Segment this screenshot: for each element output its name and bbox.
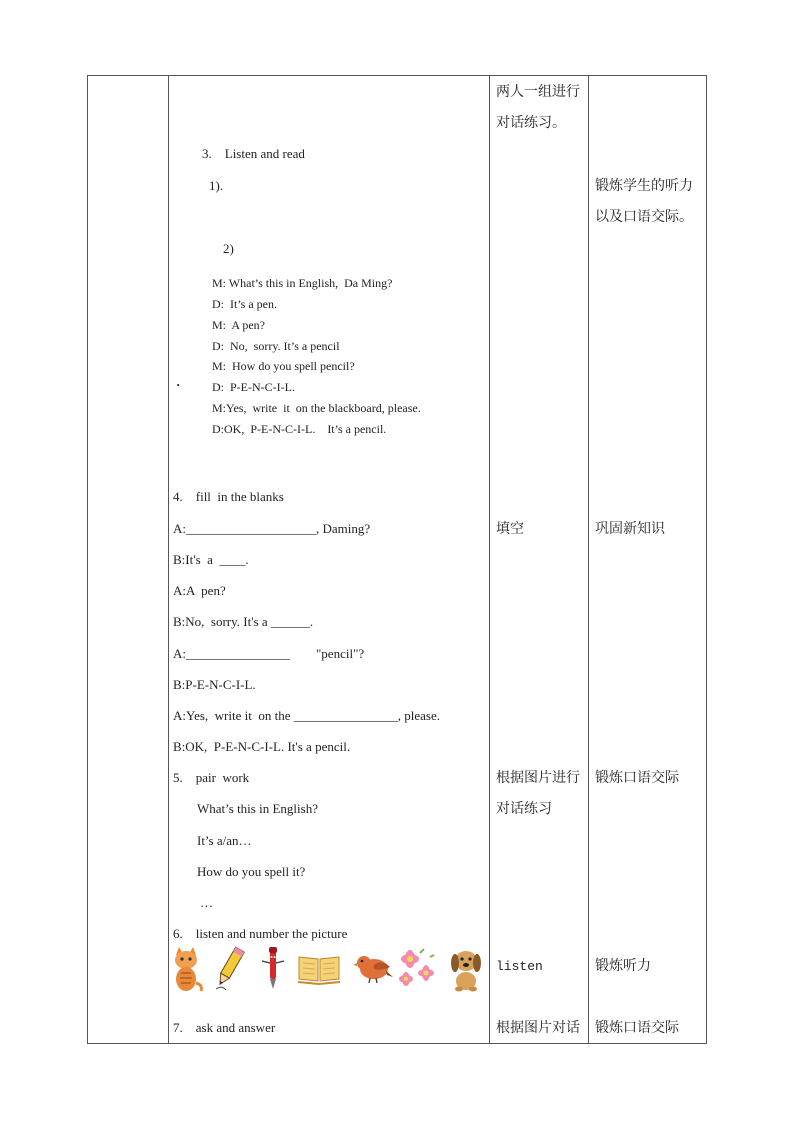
bird-icon	[352, 945, 394, 993]
ask-answer-heading: 7. ask and answer	[173, 1020, 276, 1035]
pen-icon	[258, 945, 288, 993]
activity-picture-dialogue-1: 根据图片进行	[496, 770, 580, 786]
dog-icon	[446, 945, 486, 993]
dialogue-line: D: P-E-N-C-I-L.	[212, 380, 295, 394]
pair-work-line: What’s this in English?	[197, 801, 318, 816]
listen-read-heading: 3. Listen and read	[202, 146, 305, 161]
column-divider	[168, 76, 169, 1043]
fill-blank-line: B:It's a ____.	[173, 552, 249, 567]
fill-blank-line: A:A pen?	[173, 583, 226, 598]
activity-picture-talk: 根据图片对话	[496, 1020, 580, 1036]
column-divider	[489, 76, 490, 1043]
purpose-listening-speaking-2: 以及口语交际。	[595, 209, 693, 225]
dialogue-line: D: It’s a pen.	[212, 297, 277, 311]
flower-icon	[394, 945, 438, 993]
purpose-listening-speaking-1: 锻炼学生的听力	[595, 178, 693, 194]
fill-blanks-heading: 4. fill in the blanks	[173, 489, 284, 504]
listen-number-heading: 6. listen and number the picture	[173, 926, 348, 941]
dialogue-line: D:OK, P-E-N-C-I-L. It’s a pencil.	[212, 422, 387, 436]
purpose-listening: 锻炼听力	[595, 958, 651, 974]
picture-strip	[166, 945, 486, 995]
activity-picture-dialogue-2: 对话练习	[496, 801, 552, 817]
activity-listen: listen	[496, 959, 543, 974]
pair-work-line: It’s a/an…	[197, 833, 252, 848]
purpose-oral-2: 锻炼口语交际	[595, 1020, 679, 1036]
bullet-dot: ·	[176, 377, 181, 392]
pair-work-heading: 5. pair work	[173, 770, 250, 785]
fill-blank-line: B:OK, P-E-N-C-I-L. It's a pencil.	[173, 739, 351, 754]
pencil-icon	[212, 945, 248, 993]
fill-blank-line: B:No, sorry. It's a ______.	[173, 614, 314, 629]
activity-fill: 填空	[496, 521, 524, 537]
book-icon	[296, 945, 342, 993]
cat-icon	[168, 945, 204, 993]
column-divider	[588, 76, 589, 1043]
activity-pair-dialogue-2: 对话练习。	[496, 115, 566, 131]
fill-blank-line: B:P-E-N-C-I-L.	[173, 677, 256, 692]
dialogue-line: M: A pen?	[212, 318, 265, 332]
activity-pair-dialogue-1: 两人一组进行	[496, 84, 580, 100]
pair-work-line: How do you spell it?	[197, 864, 306, 879]
dialogue-line: M:Yes, write it on the blackboard, please.	[212, 401, 421, 415]
fill-blank-line: A:____________________, Daming?	[173, 521, 371, 536]
listen-read-part1: 1).	[209, 178, 224, 193]
fill-blank-line: A:________________ "pencil"?	[173, 646, 365, 661]
dialogue-line: D: No, sorry. It’s a pencil	[212, 339, 340, 353]
purpose-consolidate: 巩固新知识	[595, 521, 665, 537]
dialogue-line: M: How do you spell pencil?	[212, 359, 355, 373]
purpose-oral: 锻炼口语交际	[595, 770, 679, 786]
listen-read-part2: 2)	[223, 241, 234, 256]
dialogue-line: M: What’s this in English, Da Ming?	[212, 276, 393, 290]
pair-work-line: …	[200, 895, 213, 910]
fill-blank-line: A:Yes, write it on the ________________, please.	[173, 708, 440, 723]
